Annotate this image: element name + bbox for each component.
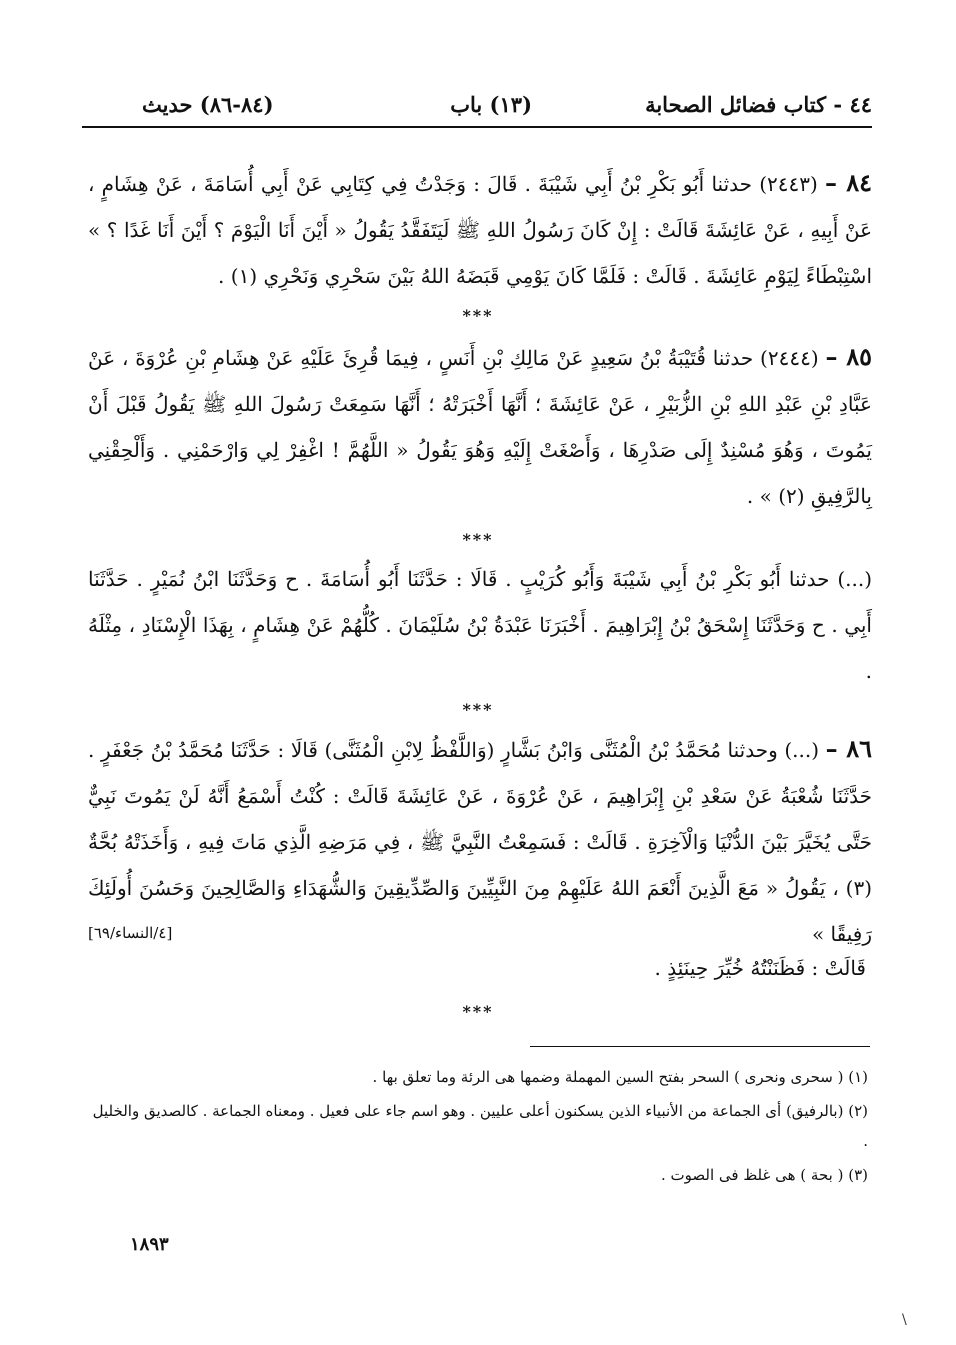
- hadith-86-text: (...) وحدثنا مُحَمَّدُ بْنُ الْمُثَنَّى وَابْنُ بَشَّارٍ (وَاللَّفْظُ لِابْنِ الْمُثَنَّى) قَالَا : حَدَّثَنَا مُحَمَّدُ بْنُ جَعْفَرٍ . حَدَّثَنَا شُعْبَةُ عَنْ سَعْدِ بْنِ إِبْرَاهِيمَ ، عَنْ عُرْوَةَ ، عَنْ عَائِشَةَ قَالَتْ : كُنْتُ أَسْمَعُ أَنَّهُ لَنْ يَمُوتَ نَبِيٌّ حَتَّى يُخَيَّرَ بَيْنَ الدُّنْيَا وَالْآخِرَةِ . قَالَتْ : فَسَمِعْتُ النَّبِيَّ ﷺ ، فِي مَرَضِهِ الَّذِي مَاتَ فِيهِ ، وَأَخَذَتْهُ بُحَّةٌ (٣) ، يَقُولُ « مَعَ الَّذِينَ أَنْعَمَ اللهُ عَلَيْهِمْ مِنَ النَّبِيِّينَ وَالصِّدِّيقِينَ وَالشُّهَدَاءِ وَالصَّالِحِينَ وَحَسُنَ أُولَئِكَ رَفِيقًا »: [88, 738, 872, 946]
- separator-3: ***: [462, 700, 494, 719]
- hadith-85-block: [88, 334, 872, 519]
- footnote-3: (٣) ( بحة ) هى غلظ فى الصوت .: [660, 1166, 868, 1184]
- quran-reference: [٤/النساء/٦٩]: [88, 924, 173, 942]
- header-hadith-range: (٨٤-٨٦) حديث: [142, 92, 274, 117]
- separator-2: ***: [462, 530, 494, 549]
- hadith-86-block: [88, 726, 872, 957]
- header-chapter: (١٣) باب: [450, 92, 532, 117]
- footnote-1: (١) ( سحرى ونحرى ) السحر بفتح السين المهملة وضمها هى الرئة وما تعلق بها .: [372, 1068, 868, 1086]
- hadith-84-number: ٨٤ –: [825, 168, 873, 197]
- hadith-85-number: ٨٥ –: [825, 342, 873, 371]
- footnote-2: (٢) (بالرفيق) أى الجماعة من الأنبياء الذين يسكنون أعلى عليين . وهو اسم جاء على فعيل . ومعناه الجماعة . كالصديق والخليل .: [92, 1102, 868, 1150]
- hadith-84-block: [88, 160, 872, 299]
- hadith-86-number: ٨٦ –: [825, 734, 873, 763]
- hadith-85-text: (٢٤٤٤) حدثنا قُتَيْبَةُ بْنُ سَعِيدٍ عَنْ مَالِكِ بْنِ أَنَسٍ ، فِيمَا قُرِئَ عَلَيْهِ عَنْ هِشَامِ بْنِ عُرْوَةَ ، عَنْ عَبَّادِ بْنِ عَبْدِ اللهِ بْنِ الزُّبَيْرِ ، عَنْ عَائِشَةَ ؛ أَنَّهَا أَخْبَرَتْهُ ؛ أَنَّهَا سَمِعَتْ رَسُولَ اللهِ ﷺ يَقُولُ قَبْلَ أَنْ يَمُوتَ ، وَهُوَ مُسْنِدٌ إِلَى صَدْرِهَا ، وَأَصْغَتْ إِلَيْهِ وَهُوَ يَقُولُ « اللَّهُمَّ ! اغْفِرْ لِي وَارْحَمْنِي . وَأَلْحِقْنِي بِالرَّفِيقِ (٢) » .: [88, 346, 872, 508]
- hadith-85b-block: [88, 556, 872, 694]
- header-book-title: ٤٤ - كتاب فضائل الصحابة: [645, 92, 872, 117]
- footnotes: [90, 1062, 868, 1194]
- separator-1: ***: [462, 306, 494, 325]
- separator-4: ***: [462, 1002, 494, 1021]
- header-divider: [82, 126, 872, 128]
- hadith-84-text: (٢٤٤٣) حدثنا أَبُو بَكْرِ بْنُ أَبِي شَيْبَةَ . قَالَ : وَجَدْتُ فِي كِتَابِي عَنْ أَبِي أُسَامَةَ ، عَنْ هِشَامٍ ، عَنْ أَبِيهِ ، عَنْ عَائِشَةَ قَالَتْ : إِنْ كَانَ رَسُولُ اللهِ ﷺ لَيَتَفَقَّدُ يَقُولُ « أَيْنَ أَنَا الْيَوْمَ ؟ أَيْنَ أَنَا غَدًا ؟ » اسْتِبْطَاءً لِيَوْمِ عَائِشَةَ . قَالَتْ : فَلَمَّا كَانَ يَوْمِي قَبَضَهُ اللهُ بَيْنَ سَحْرِي وَنَحْرِي (١) .: [88, 172, 872, 288]
- footnote-divider: [530, 1046, 870, 1047]
- running-header: [82, 88, 872, 126]
- page-number: ١٨٩٣: [130, 1234, 169, 1255]
- hadith-86-closing: قَالَتْ : فَظَنَنْتُهُ خُيِّرَ حِينَئِذٍ .: [654, 956, 866, 980]
- corner-mark: \: [902, 1312, 907, 1328]
- hadith-85b-text: (...) حدثنا أَبُو بَكْرِ بْنُ أَبِي شَيْبَةَ وَأَبُو كُرَيْبٍ . قَالَا : حَدَّثَنَا أَبُو أُسَامَةَ . ح وَحَدَّثَنَا ابْنُ نُمَيْرٍ . حَدَّثَنَا أَبِي . ح وَحَدَّثَنَا إِسْحَقُ بْنُ إِبْرَاهِيمَ . أَخْبَرَنَا عَبْدَةُ بْنُ سُلَيْمَانَ . كُلُّهُمْ عَنْ هِشَامٍ ، بِهَذَا الْإِسْنَادِ ، مِثْلَهُ .: [88, 567, 872, 683]
